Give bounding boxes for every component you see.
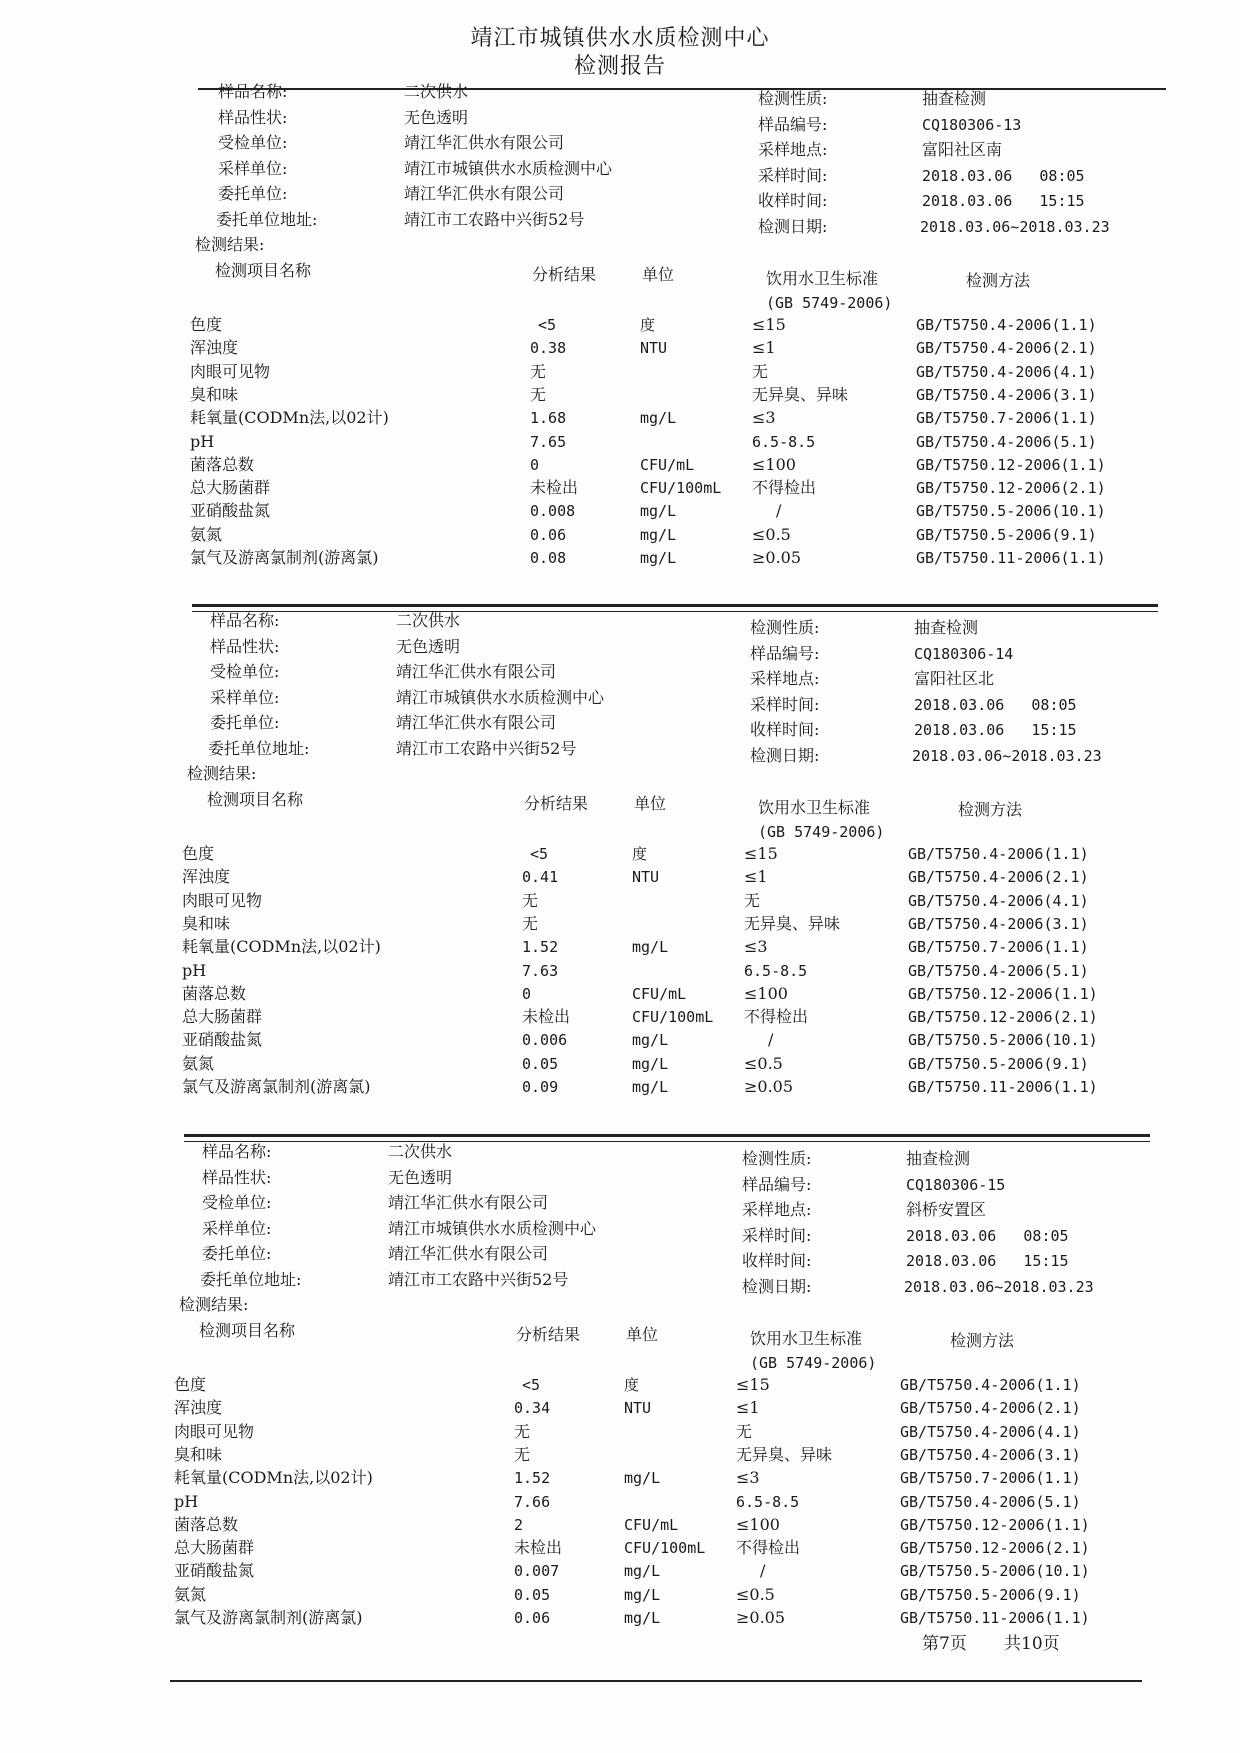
label-sampling-unit: 采样单位: <box>202 1219 272 1238</box>
sampling-site: 富阳社区北 <box>914 669 995 688</box>
item-unit: NTU <box>624 1399 652 1417</box>
item-method: GB/T5750.12-2006(2.1) <box>900 1539 1090 1557</box>
item-standard: 无 <box>744 891 761 910</box>
item-result: 无 <box>514 1445 531 1464</box>
col-standard-code: (GB 5749-2006) <box>758 823 885 841</box>
item-standard: ≤1 <box>752 338 776 357</box>
item-method: GB/T5750.11-2006(1.1) <box>900 1609 1090 1627</box>
col-unit: 单位 <box>626 1325 659 1344</box>
col-standard: 饮用水卫生标准 <box>758 798 871 817</box>
item-name: 色度 <box>174 1375 207 1394</box>
label-receipt-time: 收样时间: <box>742 1251 812 1270</box>
item-method: GB/T5750.4-2006(5.1) <box>916 433 1097 451</box>
label-sampling-time: 采样时间: <box>758 166 828 185</box>
item-result: 1.52 <box>522 938 559 956</box>
item-method: GB/T5750.4-2006(3.1) <box>916 386 1097 404</box>
client-address: 靖江市工农路中兴街52号 <box>404 210 585 229</box>
item-standard: ≤1 <box>736 1398 760 1417</box>
item-standard: ≥0.05 <box>752 548 802 567</box>
label-results: 检测结果: <box>179 1295 249 1314</box>
label-results: 检测结果: <box>195 235 265 254</box>
sample-no: CQ180306-15 <box>906 1176 1006 1194</box>
item-unit: mg/L <box>624 1609 661 1627</box>
item-result: 0.08 <box>530 549 567 567</box>
item-result: 0 <box>522 985 532 1003</box>
sample-block <box>174 1140 1094 1660</box>
col-unit: 单位 <box>634 794 667 813</box>
label-inspected-unit: 受检单位: <box>218 133 288 152</box>
label-sampling-time: 采样时间: <box>750 695 820 714</box>
label-sample-form: 样品性状: <box>218 108 288 127</box>
separator-line <box>192 604 1158 607</box>
item-method: GB/T5750.7-2006(1.1) <box>900 1469 1081 1487</box>
item-unit: NTU <box>640 339 668 357</box>
sample-name: 二次供水 <box>404 82 469 101</box>
item-name: 总大肠菌群 <box>190 478 271 497</box>
col-standard-code: (GB 5749-2006) <box>766 294 893 312</box>
label-test-date: 检测日期: <box>750 746 820 765</box>
item-result: <5 <box>538 316 557 334</box>
sample-name: 二次供水 <box>396 611 461 630</box>
col-unit: 单位 <box>642 265 675 284</box>
receipt-time: 2018.03.06 15:15 <box>922 192 1085 210</box>
sampling-time: 2018.03.06 08:05 <box>922 167 1085 185</box>
label-client-address: 委托单位地址: <box>200 1270 302 1289</box>
item-method: GB/T5750.4-2006(4.1) <box>900 1423 1081 1441</box>
item-result: 无 <box>530 385 547 404</box>
client-unit: 靖江华汇供水有限公司 <box>404 184 565 203</box>
item-unit: 度 <box>640 316 656 334</box>
item-result: 0.007 <box>514 1562 560 1580</box>
separator-line <box>184 1134 1150 1137</box>
sampling-unit: 靖江市城镇供水水质检测中心 <box>388 1219 597 1238</box>
test-date: 2018.03.06~2018.03.23 <box>904 1278 1094 1296</box>
item-result: 无 <box>530 362 547 381</box>
label-client-unit: 委托单位: <box>218 184 288 203</box>
item-unit: mg/L <box>624 1469 661 1487</box>
item-standard: 6.5-8.5 <box>736 1493 800 1511</box>
item-name: 菌落总数 <box>174 1515 239 1534</box>
sample-no: CQ180306-14 <box>914 645 1014 663</box>
item-name: pH <box>182 961 207 980</box>
test-date: 2018.03.06~2018.03.23 <box>912 747 1102 765</box>
item-name: 菌落总数 <box>190 455 255 474</box>
test-nature: 抽查检测 <box>906 1149 971 1168</box>
item-name: pH <box>190 432 215 451</box>
sample-no: CQ180306-13 <box>922 116 1022 134</box>
item-standard: ≥0.05 <box>736 1608 786 1627</box>
item-method: GB/T5750.12-2006(2.1) <box>916 479 1106 497</box>
item-name: 氨氮 <box>190 525 223 544</box>
item-result: 0.09 <box>522 1078 559 1096</box>
item-method: GB/T5750.12-2006(2.1) <box>908 1008 1098 1026</box>
separator-line <box>170 1680 1142 1682</box>
col-result: 分析结果 <box>532 265 597 284</box>
inspected-unit: 靖江华汇供水有限公司 <box>388 1193 549 1212</box>
item-name: 氯气及游离氯制剂(游离氯) <box>174 1608 363 1627</box>
col-result: 分析结果 <box>516 1325 581 1344</box>
item-unit: CFU/100mL <box>632 1008 714 1026</box>
sample-form: 无色透明 <box>396 637 461 656</box>
item-name: 肉眼可见物 <box>182 891 263 910</box>
label-client-address: 委托单位地址: <box>216 210 318 229</box>
item-unit: 度 <box>624 1376 640 1394</box>
label-test-date: 检测日期: <box>742 1277 812 1296</box>
col-item: 检测项目名称 <box>199 1321 296 1340</box>
label-sample-form: 样品性状: <box>210 637 280 656</box>
item-name: 臭和味 <box>174 1445 223 1464</box>
label-sample-no: 样品编号: <box>750 644 820 663</box>
item-name: 臭和味 <box>182 914 231 933</box>
label-results: 检测结果: <box>187 764 257 783</box>
label-receipt-time: 收样时间: <box>750 720 820 739</box>
item-method: GB/T5750.12-2006(1.1) <box>916 456 1106 474</box>
client-unit: 靖江华汇供水有限公司 <box>388 1244 549 1263</box>
item-method: GB/T5750.7-2006(1.1) <box>916 409 1097 427</box>
item-result: <5 <box>530 845 549 863</box>
item-name: 色度 <box>190 315 223 334</box>
item-result: 无 <box>522 914 539 933</box>
label-sample-name: 样品名称: <box>218 82 288 101</box>
label-test-nature: 检测性质: <box>742 1149 812 1168</box>
org-title: 靖江市城镇供水水质检测中心 <box>470 26 770 51</box>
item-unit: CFU/mL <box>640 456 695 474</box>
item-name: 浑浊度 <box>174 1398 223 1417</box>
label-client-unit: 委托单位: <box>210 713 280 732</box>
item-method: GB/T5750.4-2006(1.1) <box>900 1376 1081 1394</box>
item-standard: 无 <box>752 362 769 381</box>
item-standard: ≤3 <box>744 937 768 956</box>
item-result: 0.34 <box>514 1399 551 1417</box>
sampling-site: 斜桥安置区 <box>906 1200 987 1219</box>
item-standard: 无异臭、异味 <box>736 1445 833 1464</box>
sample-form: 无色透明 <box>388 1168 453 1187</box>
label-inspected-unit: 受检单位: <box>202 1193 272 1212</box>
col-result: 分析结果 <box>524 794 589 813</box>
item-standard: / <box>760 1561 766 1580</box>
item-standard: ≤1 <box>744 867 768 886</box>
item-standard: 不得检出 <box>744 1007 809 1026</box>
item-unit: CFU/mL <box>624 1516 679 1534</box>
item-method: GB/T5750.5-2006(9.1) <box>916 526 1097 544</box>
label-sample-no: 样品编号: <box>758 115 828 134</box>
item-unit: mg/L <box>632 938 669 956</box>
report-title: 检测报告 <box>573 54 666 79</box>
page-number: 第7页 <box>922 1634 967 1654</box>
item-method: GB/T5750.4-2006(5.1) <box>908 962 1089 980</box>
item-standard: 不得检出 <box>752 478 817 497</box>
item-standard: ≤0.5 <box>752 525 791 544</box>
item-result: 7.66 <box>514 1493 551 1511</box>
item-unit: mg/L <box>640 409 677 427</box>
item-method: GB/T5750.4-2006(1.1) <box>916 316 1097 334</box>
item-standard: ≤15 <box>752 315 786 334</box>
label-test-date: 检测日期: <box>758 217 828 236</box>
item-method: GB/T5750.4-2006(4.1) <box>916 363 1097 381</box>
label-test-nature: 检测性质: <box>758 89 828 108</box>
client-address: 靖江市工农路中兴街52号 <box>388 1270 569 1289</box>
item-name: 浑浊度 <box>182 867 231 886</box>
item-standard: ≤0.5 <box>744 1054 783 1073</box>
item-standard: ≤15 <box>736 1375 770 1394</box>
item-unit: mg/L <box>632 1031 669 1049</box>
item-standard: ≤15 <box>744 844 778 863</box>
item-method: GB/T5750.4-2006(2.1) <box>900 1399 1081 1417</box>
item-method: GB/T5750.5-2006(9.1) <box>908 1055 1089 1073</box>
item-name: pH <box>174 1492 199 1511</box>
item-result: 未检出 <box>530 478 579 497</box>
item-unit: CFU/100mL <box>624 1539 706 1557</box>
label-sampling-site: 采样地点: <box>750 669 820 688</box>
item-method: GB/T5750.4-2006(2.1) <box>916 339 1097 357</box>
item-method: GB/T5750.7-2006(1.1) <box>908 938 1089 956</box>
item-result: 0.05 <box>522 1055 559 1073</box>
item-standard: / <box>776 501 782 520</box>
client-address: 靖江市工农路中兴街52号 <box>396 739 577 758</box>
item-standard: 无异臭、异味 <box>744 914 841 933</box>
item-method: GB/T5750.4-2006(2.1) <box>908 868 1089 886</box>
item-unit: mg/L <box>640 526 677 544</box>
item-standard: ≤100 <box>752 455 796 474</box>
inspected-unit: 靖江华汇供水有限公司 <box>396 662 557 681</box>
label-sample-name: 样品名称: <box>202 1142 272 1161</box>
item-result: 7.65 <box>530 433 567 451</box>
item-name: 氨氮 <box>174 1585 207 1604</box>
item-unit: CFU/mL <box>632 985 687 1003</box>
receipt-time: 2018.03.06 15:15 <box>906 1252 1069 1270</box>
label-sample-name: 样品名称: <box>210 611 280 630</box>
item-method: GB/T5750.4-2006(1.1) <box>908 845 1089 863</box>
item-name: 亚硝酸盐氮 <box>174 1561 255 1580</box>
item-standard: ≤3 <box>752 408 776 427</box>
item-name: 肉眼可见物 <box>190 362 271 381</box>
label-sampling-time: 采样时间: <box>742 1226 812 1245</box>
item-method: GB/T5750.5-2006(9.1) <box>900 1586 1081 1604</box>
item-result: 1.52 <box>514 1469 551 1487</box>
col-standard-code: (GB 5749-2006) <box>750 1354 877 1372</box>
item-standard: ≥0.05 <box>744 1077 794 1096</box>
label-client-address: 委托单位地址: <box>208 739 310 758</box>
item-result: 未检出 <box>514 1538 563 1557</box>
label-client-unit: 委托单位: <box>202 1244 272 1263</box>
item-name: 亚硝酸盐氮 <box>190 501 271 520</box>
item-result: 0.38 <box>530 339 567 357</box>
item-result: 1.68 <box>530 409 567 427</box>
item-name: 亚硝酸盐氮 <box>182 1030 263 1049</box>
test-date: 2018.03.06~2018.03.23 <box>920 218 1110 236</box>
item-result: 7.63 <box>522 962 559 980</box>
item-standard: ≤3 <box>736 1468 760 1487</box>
item-name: 氨氮 <box>182 1054 215 1073</box>
item-method: GB/T5750.12-2006(1.1) <box>900 1516 1090 1534</box>
item-result: <5 <box>522 1376 541 1394</box>
client-unit: 靖江华汇供水有限公司 <box>396 713 557 732</box>
test-nature: 抽查检测 <box>914 618 979 637</box>
item-method: GB/T5750.4-2006(3.1) <box>900 1446 1081 1464</box>
item-unit: mg/L <box>624 1586 661 1604</box>
item-result: 0.41 <box>522 868 559 886</box>
sample-name: 二次供水 <box>388 1142 453 1161</box>
item-standard: 不得检出 <box>736 1538 801 1557</box>
item-name: 总大肠菌群 <box>174 1538 255 1557</box>
item-name: 臭和味 <box>190 385 239 404</box>
item-unit: NTU <box>632 868 660 886</box>
label-test-nature: 检测性质: <box>750 618 820 637</box>
sampling-unit: 靖江市城镇供水水质检测中心 <box>404 159 613 178</box>
item-standard: / <box>768 1030 774 1049</box>
col-method: 检测方法 <box>958 800 1023 819</box>
item-name: 氯气及游离氯制剂(游离氯) <box>182 1077 371 1096</box>
item-name: 耗氧量(CODMn法,以02计) <box>190 408 389 427</box>
item-name: 色度 <box>182 844 215 863</box>
col-item: 检测项目名称 <box>207 790 304 809</box>
receipt-time: 2018.03.06 15:15 <box>914 721 1077 739</box>
sampling-unit: 靖江市城镇供水水质检测中心 <box>396 688 605 707</box>
item-unit: 度 <box>632 845 648 863</box>
sample-form: 无色透明 <box>404 108 469 127</box>
page-total: 共10页 <box>1004 1634 1060 1654</box>
item-method: GB/T5750.5-2006(10.1) <box>900 1562 1090 1580</box>
sample-block <box>190 80 1110 600</box>
label-sampling-site: 采样地点: <box>758 140 828 159</box>
item-result: 0 <box>530 456 540 474</box>
label-inspected-unit: 受检单位: <box>210 662 280 681</box>
item-result: 0.06 <box>530 526 567 544</box>
item-standard: 6.5-8.5 <box>752 433 816 451</box>
label-sampling-unit: 采样单位: <box>218 159 288 178</box>
item-name: 菌落总数 <box>182 984 247 1003</box>
item-standard: ≤100 <box>744 984 788 1003</box>
label-sample-no: 样品编号: <box>742 1175 812 1194</box>
item-standard: 6.5-8.5 <box>744 962 808 980</box>
item-method: GB/T5750.5-2006(10.1) <box>916 502 1106 520</box>
item-result: 2 <box>514 1516 524 1534</box>
item-method: GB/T5750.5-2006(10.1) <box>908 1031 1098 1049</box>
item-method: GB/T5750.4-2006(3.1) <box>908 915 1089 933</box>
item-unit: mg/L <box>624 1562 661 1580</box>
col-standard: 饮用水卫生标准 <box>750 1329 863 1348</box>
item-method: GB/T5750.4-2006(4.1) <box>908 892 1089 910</box>
item-result: 0.05 <box>514 1586 551 1604</box>
sampling-site: 富阳社区南 <box>922 140 1003 159</box>
item-result: 无 <box>522 891 539 910</box>
item-result: 未检出 <box>522 1007 571 1026</box>
item-method: GB/T5750.12-2006(1.1) <box>908 985 1098 1003</box>
item-result: 无 <box>514 1422 531 1441</box>
item-standard: ≤100 <box>736 1515 780 1534</box>
item-standard: ≤0.5 <box>736 1585 775 1604</box>
item-unit: mg/L <box>632 1078 669 1096</box>
col-method: 检测方法 <box>966 271 1031 290</box>
item-method: GB/T5750.11-2006(1.1) <box>908 1078 1098 1096</box>
item-method: GB/T5750.4-2006(5.1) <box>900 1493 1081 1511</box>
item-name: 氯气及游离氯制剂(游离氯) <box>190 548 379 567</box>
label-receipt-time: 收样时间: <box>758 191 828 210</box>
item-standard: 无异臭、异味 <box>752 385 849 404</box>
item-standard: 无 <box>736 1422 753 1441</box>
label-sampling-unit: 采样单位: <box>210 688 280 707</box>
item-name: 耗氧量(CODMn法,以02计) <box>174 1468 373 1487</box>
inspected-unit: 靖江华汇供水有限公司 <box>404 133 565 152</box>
item-unit: mg/L <box>640 502 677 520</box>
item-name: 浑浊度 <box>190 338 239 357</box>
col-standard: 饮用水卫生标准 <box>766 269 879 288</box>
label-sampling-site: 采样地点: <box>742 1200 812 1219</box>
item-name: 肉眼可见物 <box>174 1422 255 1441</box>
item-method: GB/T5750.11-2006(1.1) <box>916 549 1106 567</box>
item-unit: mg/L <box>640 549 677 567</box>
sampling-time: 2018.03.06 08:05 <box>914 696 1077 714</box>
test-nature: 抽查检测 <box>922 89 987 108</box>
item-result: 0.008 <box>530 502 576 520</box>
item-unit: mg/L <box>632 1055 669 1073</box>
item-name: 总大肠菌群 <box>182 1007 263 1026</box>
item-name: 耗氧量(CODMn法,以02计) <box>182 937 381 956</box>
sample-block <box>182 609 1102 1129</box>
item-result: 0.06 <box>514 1609 551 1627</box>
item-result: 0.006 <box>522 1031 568 1049</box>
col-item: 检测项目名称 <box>215 261 312 280</box>
sampling-time: 2018.03.06 08:05 <box>906 1227 1069 1245</box>
label-sample-form: 样品性状: <box>202 1168 272 1187</box>
col-method: 检测方法 <box>950 1331 1015 1350</box>
item-unit: CFU/100mL <box>640 479 722 497</box>
